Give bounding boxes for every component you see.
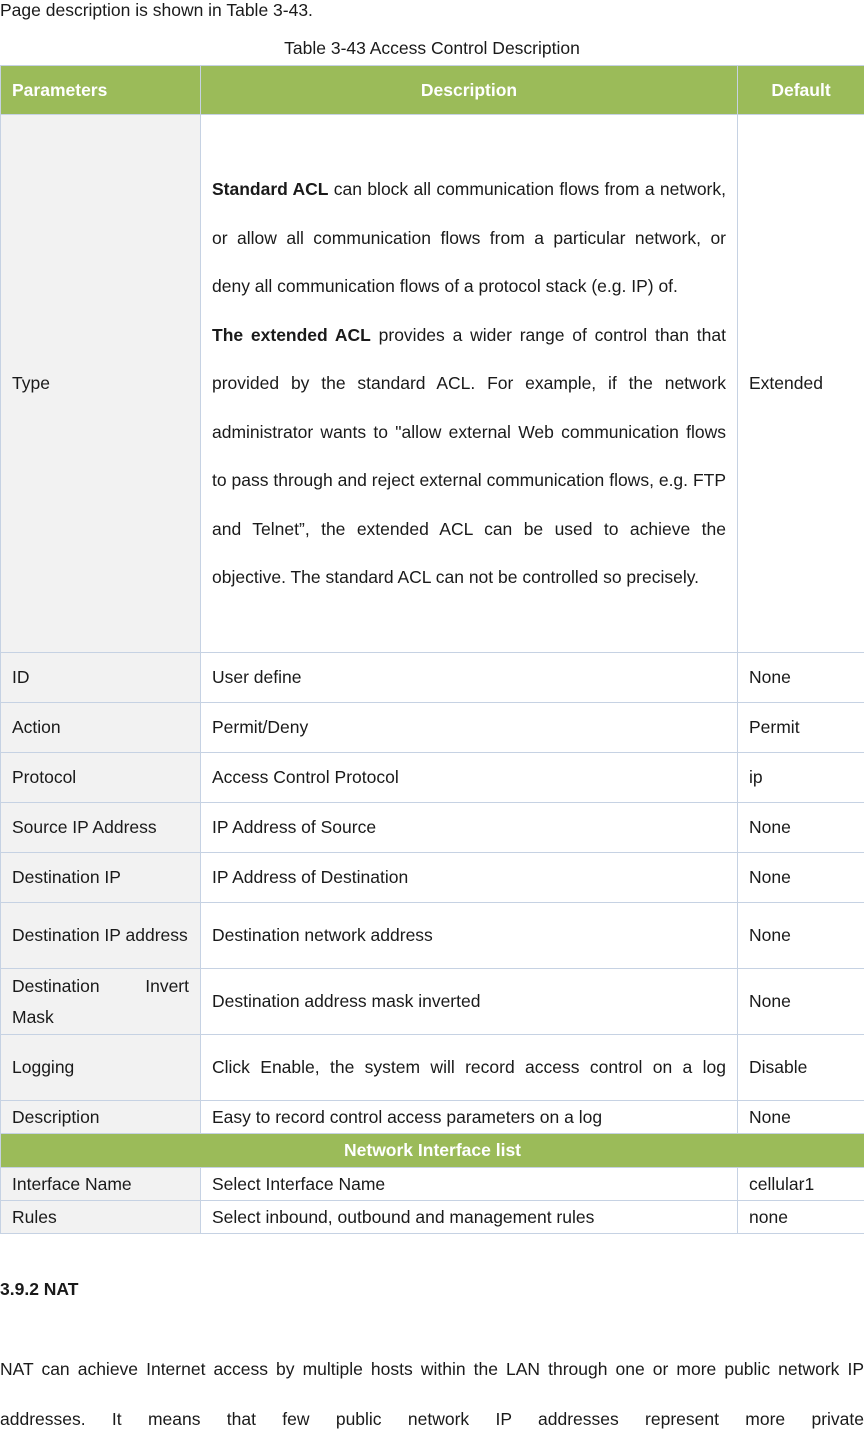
standard-acl-text: can block all communication flows from a network, or allow all communication flows from a particular network, or deny all communication flows of a protocol stack (e.g. IP) of. (212, 179, 726, 296)
table-row (1, 969, 864, 1035)
section-title: Network Interface list (1, 1134, 864, 1168)
param-cell: Action (1, 703, 201, 753)
description-cell: Select Interface Name (201, 1168, 738, 1201)
description-cell: Destination network address (201, 903, 738, 969)
table-row (1, 1035, 864, 1101)
table-row (1, 853, 864, 903)
default-cell: none (738, 1201, 864, 1234)
param-cell: Protocol (1, 753, 201, 803)
header-description: Description (201, 66, 738, 115)
param-cell: Description (1, 1101, 201, 1134)
default-cell: None (738, 803, 864, 853)
default-cell: None (738, 1101, 864, 1134)
param-cell: Logging (1, 1035, 201, 1101)
default-cell: None (738, 653, 864, 703)
param-cell: Source IP Address (1, 803, 201, 853)
description-cell: Easy to record control access parameters on a log (201, 1101, 738, 1134)
extended-acl-paragraph (212, 311, 726, 602)
body-paragraph: NAT can achieve Internet access by multiple hosts within the LAN through one or more public network IP addresses. It means that few public network IP addresses represent more private (0, 1344, 864, 1444)
param-cell: Rules (1, 1201, 201, 1234)
default-cell: None (738, 853, 864, 903)
param-cell: Destination IP (1, 853, 201, 903)
description-cell: Destination address mask inverted (201, 969, 738, 1035)
default-cell: Permit (738, 703, 864, 753)
default-cell: Disable (738, 1035, 864, 1101)
description-cell: Click Enable, the system will record access control on a log (201, 1035, 738, 1101)
description-cell: Access Control Protocol (201, 753, 738, 803)
table-row (1, 1101, 864, 1134)
table-row (1, 703, 864, 753)
extended-acl-term: The extended ACL (212, 325, 371, 345)
param-cell: Destination IP address (1, 903, 201, 969)
default-cell: cellular1 (738, 1168, 864, 1201)
default-cell: None (738, 903, 864, 969)
table-row (1, 753, 864, 803)
description-cell: Select inbound, outbound and management rules (201, 1201, 738, 1234)
standard-acl-paragraph (212, 165, 726, 311)
header-parameters: Parameters (1, 66, 201, 115)
param-cell: Type (1, 115, 201, 653)
standard-acl-term: Standard ACL (212, 179, 328, 199)
param-cell: ID (1, 653, 201, 703)
default-cell: Extended (738, 115, 864, 653)
table-row (1, 1201, 864, 1234)
table-row-type (1, 115, 864, 653)
table-row (1, 1168, 864, 1201)
table-caption: Table 3-43 Access Control Description (0, 36, 864, 60)
default-cell: None (738, 969, 864, 1035)
table-header-row (1, 66, 864, 115)
description-cell: User define (201, 653, 738, 703)
default-cell: ip (738, 753, 864, 803)
table-row (1, 803, 864, 853)
extended-acl-text: provides a wider range of control than that provided by the standard ACL. For example, if the network administrator wants to "allow external Web communication flows to pass through and reject external communication flows, e.g. FTP and Telnet”, the extended ACL can be used to achieve the objective. The standard ACL can not be controlled so precisely. (212, 325, 726, 588)
param-cell: Destination Invert Mask (1, 969, 201, 1035)
section-heading: 3.9.2 NAT (0, 1278, 78, 1300)
table-row (1, 903, 864, 969)
description-cell (201, 115, 738, 653)
header-default: Default (738, 66, 864, 115)
access-control-table (0, 65, 864, 1234)
description-cell: IP Address of Source (201, 803, 738, 853)
param-cell: Interface Name (1, 1168, 201, 1201)
section-row (1, 1134, 864, 1168)
description-cell: IP Address of Destination (201, 853, 738, 903)
description-cell: Permit/Deny (201, 703, 738, 753)
table-row (1, 653, 864, 703)
intro-text: Page description is shown in Table 3-43. (0, 0, 313, 22)
